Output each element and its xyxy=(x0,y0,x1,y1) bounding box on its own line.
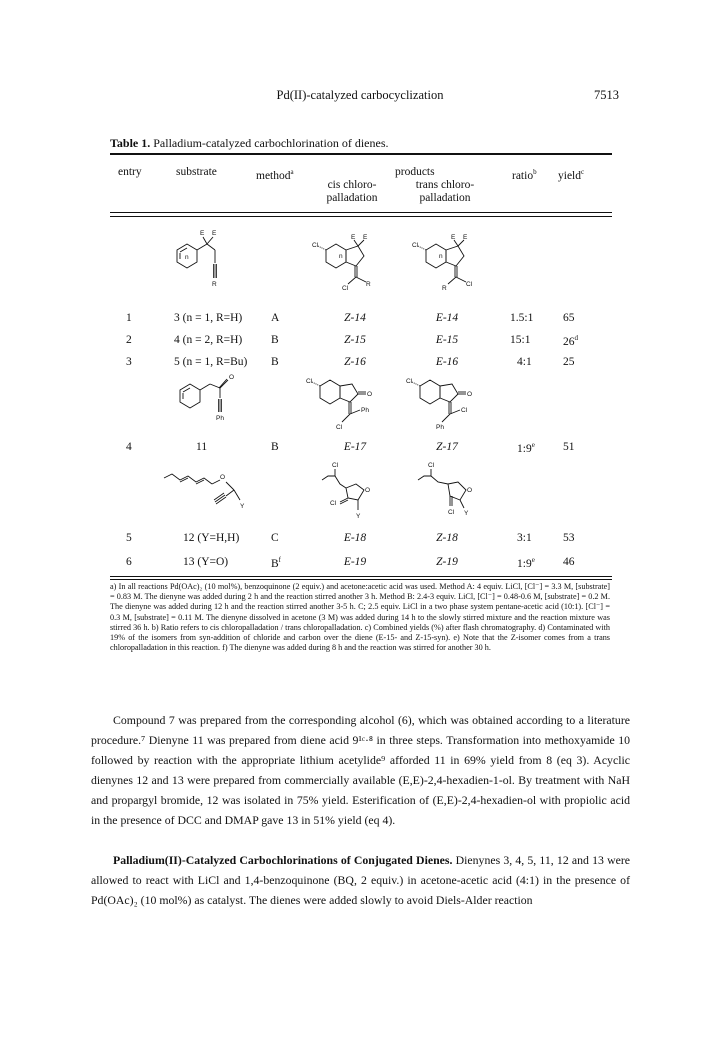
section-text: Dienynes 3, 4, 5, 11, 12 and 13 were allowed to react with LiCl and 1,4-benzoquinone (BQ, 2 equiv.) in acetone-acetic acid (4:1) in the presence of Pd(OAc)₂ (10 mol%) as catalyst. The dienes were added slowly to avoid Diels-Alder reaction xyxy=(91,853,630,907)
svg-text:Cl: Cl xyxy=(306,378,313,385)
svg-text:O: O xyxy=(467,391,473,398)
svg-text:Cl: Cl xyxy=(406,378,413,385)
section-heading: Palladium(II)-Catalyzed Carbochlorinations of Conjugated Dienes. xyxy=(113,853,453,867)
row-5-entry: 5 xyxy=(126,532,132,544)
row-1-method: A xyxy=(271,312,280,324)
header-rule-2 xyxy=(110,216,612,217)
row-5-substrate: 12 (Y=H,H) xyxy=(183,532,240,544)
svg-text:Y: Y xyxy=(240,503,245,510)
table-caption-text: Palladium-catalyzed carbochlorination of dienes. xyxy=(150,136,389,150)
row-4-cis: E-17 xyxy=(343,441,367,453)
row-2-trans: E-15 xyxy=(435,334,459,346)
row-5-trans: Z-18 xyxy=(436,532,458,544)
row-5-cis: E-18 xyxy=(343,532,367,544)
svg-text:O: O xyxy=(229,374,235,381)
row-3-yield: 25 xyxy=(563,356,575,368)
svg-text:Cl: Cl xyxy=(312,242,319,249)
svg-text:O: O xyxy=(467,487,473,494)
row-3-trans: E-16 xyxy=(435,356,459,368)
svg-text:R: R xyxy=(366,281,371,288)
row-4-yield: 51 xyxy=(563,441,575,453)
row-6-substrate: 13 (Y=O) xyxy=(183,556,229,568)
page-number: 7513 xyxy=(594,88,619,102)
svg-text:R: R xyxy=(442,285,447,292)
col-header-products: products xyxy=(395,166,435,178)
svg-text:Cl: Cl xyxy=(461,407,468,414)
svg-text:E: E xyxy=(351,234,356,241)
table-caption xyxy=(110,136,389,151)
svg-text:Cl: Cl xyxy=(428,462,435,469)
table-bottom-rule-1 xyxy=(110,576,612,577)
col-header-method: method$^a$ xyxy=(256,168,294,182)
row-3-ratio: 4:1 xyxy=(517,356,532,368)
row-6-method: $B^f$ xyxy=(271,556,282,570)
svg-text:n: n xyxy=(439,253,443,260)
row-1-yield: 65 xyxy=(563,312,575,324)
row-4-substrate: 11 xyxy=(196,441,208,453)
svg-text:E: E xyxy=(463,234,468,241)
body-paragraph-2 xyxy=(91,850,630,910)
row-6-ratio: 1:9e xyxy=(517,556,535,570)
row-3-method: B xyxy=(271,356,279,368)
col-header-ratio: ratio$^b$ xyxy=(512,168,537,182)
row-2-yield: 26$^d$ xyxy=(563,334,578,348)
svg-text:O: O xyxy=(365,487,371,494)
structure-trans-product-18-19 xyxy=(410,460,500,530)
row-4-entry: 4 xyxy=(126,441,132,453)
row-5-ratio: 3:1 xyxy=(517,532,532,544)
svg-text:Cl: Cl xyxy=(342,285,349,292)
row-4-ratio: 1:9e xyxy=(517,441,535,455)
svg-text:E: E xyxy=(212,230,217,237)
row-2-entry: 2 xyxy=(126,334,132,346)
paragraph-carbochlorination xyxy=(91,850,630,910)
row-2-ratio: 15:1 xyxy=(510,334,531,346)
col-header-yield: yield$^c$ xyxy=(558,168,585,182)
svg-text:n: n xyxy=(185,254,189,261)
structure-cis-product-17 xyxy=(306,372,406,432)
svg-text:E: E xyxy=(200,230,205,237)
structure-trans-product-17 xyxy=(406,372,506,432)
paragraph-compound-preparation: Compound 7 was prepared from the corresponding alcohol (6), which was obtained according to a literature procedure.⁷ Dienyne 11 was prepared from diene acid 9¹ᶜ·⁸ in three steps. Transformation into methoxyamide 10 followed by reaction with the appropriate lithium acetylide⁹ afforded 11 in 69% yield from 8 (eq 3). Acyclic dienynes 12 and 13 were prepared from commercially available (E,E)-2,4-hexadien-1-ol. By treatment with NaH and propargyl bromide, 12 was isolated in 75% yield. Esterification of (E,E)-2,4-hexadien-ol with propiolic acid in the presence of DCC and DMAP gave 13 in 51% yield (eq 4). xyxy=(91,713,630,827)
row-1-substrate: 3 (n = 1, R=H) xyxy=(174,312,243,324)
svg-text:Cl: Cl xyxy=(332,462,339,469)
svg-text:Cl: Cl xyxy=(330,500,337,507)
row-6-yield: 46 xyxy=(563,556,575,568)
svg-text:Ph: Ph xyxy=(436,424,444,431)
col-header-cis: cis chloro- palladation xyxy=(326,179,378,204)
row-6-trans: Z-19 xyxy=(436,556,458,568)
svg-text:Y: Y xyxy=(356,513,361,520)
svg-text:O: O xyxy=(220,474,226,481)
col-header-substrate: substrate xyxy=(176,166,217,178)
table-top-rule xyxy=(110,153,612,155)
svg-text:O: O xyxy=(367,391,373,398)
col-header-entry: entry xyxy=(118,166,142,178)
structure-cis-product-18-19 xyxy=(308,460,398,530)
row-6-entry: 6 xyxy=(126,556,132,568)
structure-trans-product-14-16 xyxy=(412,232,502,292)
row-2-substrate: 4 (n = 2, R=H) xyxy=(174,334,243,346)
svg-text:Cl: Cl xyxy=(412,242,419,249)
structure-substrate-3-5 xyxy=(165,228,255,298)
svg-text:E: E xyxy=(363,234,368,241)
row-4-trans: Z-17 xyxy=(436,441,458,453)
row-1-trans: E-14 xyxy=(435,312,459,324)
row-6-cis: E-19 xyxy=(343,556,367,568)
table-caption-label: Table 1. xyxy=(110,136,151,150)
row-3-entry: 3 xyxy=(126,356,132,368)
row-1-cis: Z-14 xyxy=(344,312,366,324)
body-paragraph-1 xyxy=(91,710,630,830)
row-1-ratio: 1.5:1 xyxy=(510,312,534,324)
svg-text:n: n xyxy=(339,253,343,260)
row-5-yield: 53 xyxy=(563,532,575,544)
svg-text:Ph: Ph xyxy=(361,407,369,414)
table-footnotes: a) In all reactions Pd(OAc)₂ (10 mol%), benzoquinone (2 equiv.) and acetone:acetic acid was used. Method A: 4 equiv. LiCl, [Cl⁻] = 3.3 M, [substrate] = 0.83 M. The dienyne was added during 2 h and the reaction stirred another 3 h. Method B: 2.4-3 equiv. LiCl, [Cl⁻] = 0.48-0.6 M, [substrate] = 0.2 M. The dienyne was added during 12 h and the reaction stirred another 3-5 h. C; 2.5 equiv. LiCl in a two phase system pentane-acetic acid (10:1). [Cl⁻] = 0.3 M, [substrate] = 0.11 M. The dienyne dissolved in acetone (3 M) was added during 14 h to the slowly stirred mixture and the reaction mixture was stirred 36 h. b) Ratio refers to cis chloropalladation / trans chloropalladation. c) Combined yields (%) after flash chromatography. d) Contaminated with 19% of the isomers from syn-addition of chloride and carbon over the diene (E-15- and Z-15-syn). e) Note that the Z-isomer comes from a trans chloropalladation in this reaction. f) The dienyne was added during 8 h and the reaction was stirred for another 30 h. xyxy=(110,582,610,653)
svg-text:Y: Y xyxy=(464,510,469,517)
row-2-cis: Z-15 xyxy=(344,334,366,346)
row-5-method: C xyxy=(271,532,279,544)
svg-text:R: R xyxy=(212,281,217,288)
row-3-substrate: 5 (n = 1, R=Bu) xyxy=(174,356,248,368)
row-3-cis: Z-16 xyxy=(344,356,366,368)
row-4-method: B xyxy=(271,441,279,453)
header-rule-1 xyxy=(110,212,612,213)
svg-text:Ph: Ph xyxy=(216,415,224,422)
svg-text:E: E xyxy=(451,234,456,241)
running-title: Pd(II)-catalyzed carbocyclization xyxy=(276,88,444,102)
row-2-method: B xyxy=(271,334,279,346)
row-1-entry: 1 xyxy=(126,312,132,324)
svg-text:Cl: Cl xyxy=(466,281,473,288)
svg-text:Cl: Cl xyxy=(336,424,343,431)
structure-substrate-12-13 xyxy=(160,468,270,518)
svg-text:Cl: Cl xyxy=(448,509,455,516)
structure-substrate-11 xyxy=(172,368,262,433)
table-bottom-rule-2 xyxy=(110,579,612,580)
col-header-trans: trans chloro- palladation xyxy=(415,179,475,204)
structure-cis-product-14-16 xyxy=(312,232,402,292)
